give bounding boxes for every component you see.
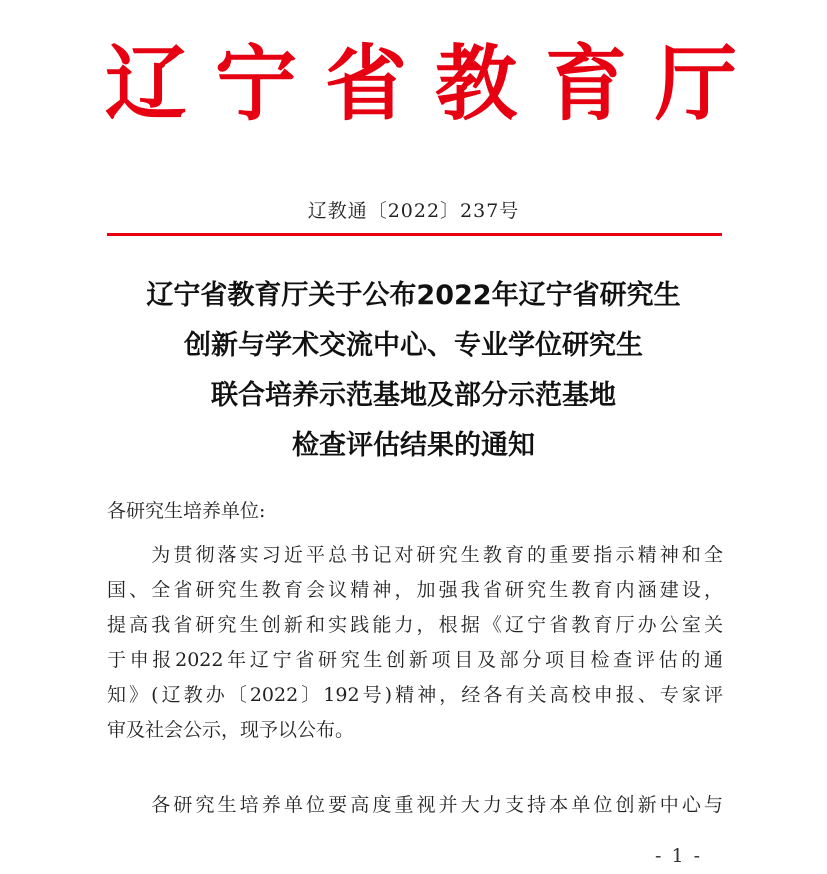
document-title [60, 271, 767, 471]
title-line: 检查评估结果的通知 [292, 430, 535, 461]
paragraph-line: 于申报2022年辽宁省研究生创新项目及部分项目检查评估的通 [107, 649, 723, 671]
page-number: - 1 - [655, 845, 703, 867]
title-line: 联合培养示范基地及部分示范基地 [211, 380, 616, 411]
paragraph-line: 国、全省研究生教育会议精神，加强我省研究生教育内涵建设， [107, 579, 723, 601]
salutation: 各研究生培养单位: [107, 500, 266, 522]
title-line: 创新与学术交流中心、专业学位研究生 [184, 330, 643, 361]
title-line: 辽宁省教育厅关于公布2022年辽宁省研究生 [146, 280, 681, 311]
agency-masthead: 辽宁省教育厅 [105, 36, 766, 132]
document-number: 辽教通〔2022〕237号 [307, 200, 520, 222]
body-paragraph-2 [107, 788, 723, 823]
body-paragraph-1 [107, 538, 723, 748]
paragraph-line: 审及社会公示，现予以公布。 [107, 719, 355, 741]
red-divider-line [107, 233, 722, 236]
paragraph-line: 提高我省研究生创新和实践能力，根据《辽宁省教育厅办公室关 [107, 614, 723, 636]
paragraph-line: 为贯彻落实习近平总书记对研究生教育的重要指示精神和全 [107, 544, 723, 566]
paragraph-line: 各研究生培养单位要高度重视并大力支持本单位创新中心与 [107, 794, 723, 816]
paragraph-line: 知》(辽教办〔2022〕192号)精神，经各有关高校申报、专家评 [107, 684, 723, 706]
